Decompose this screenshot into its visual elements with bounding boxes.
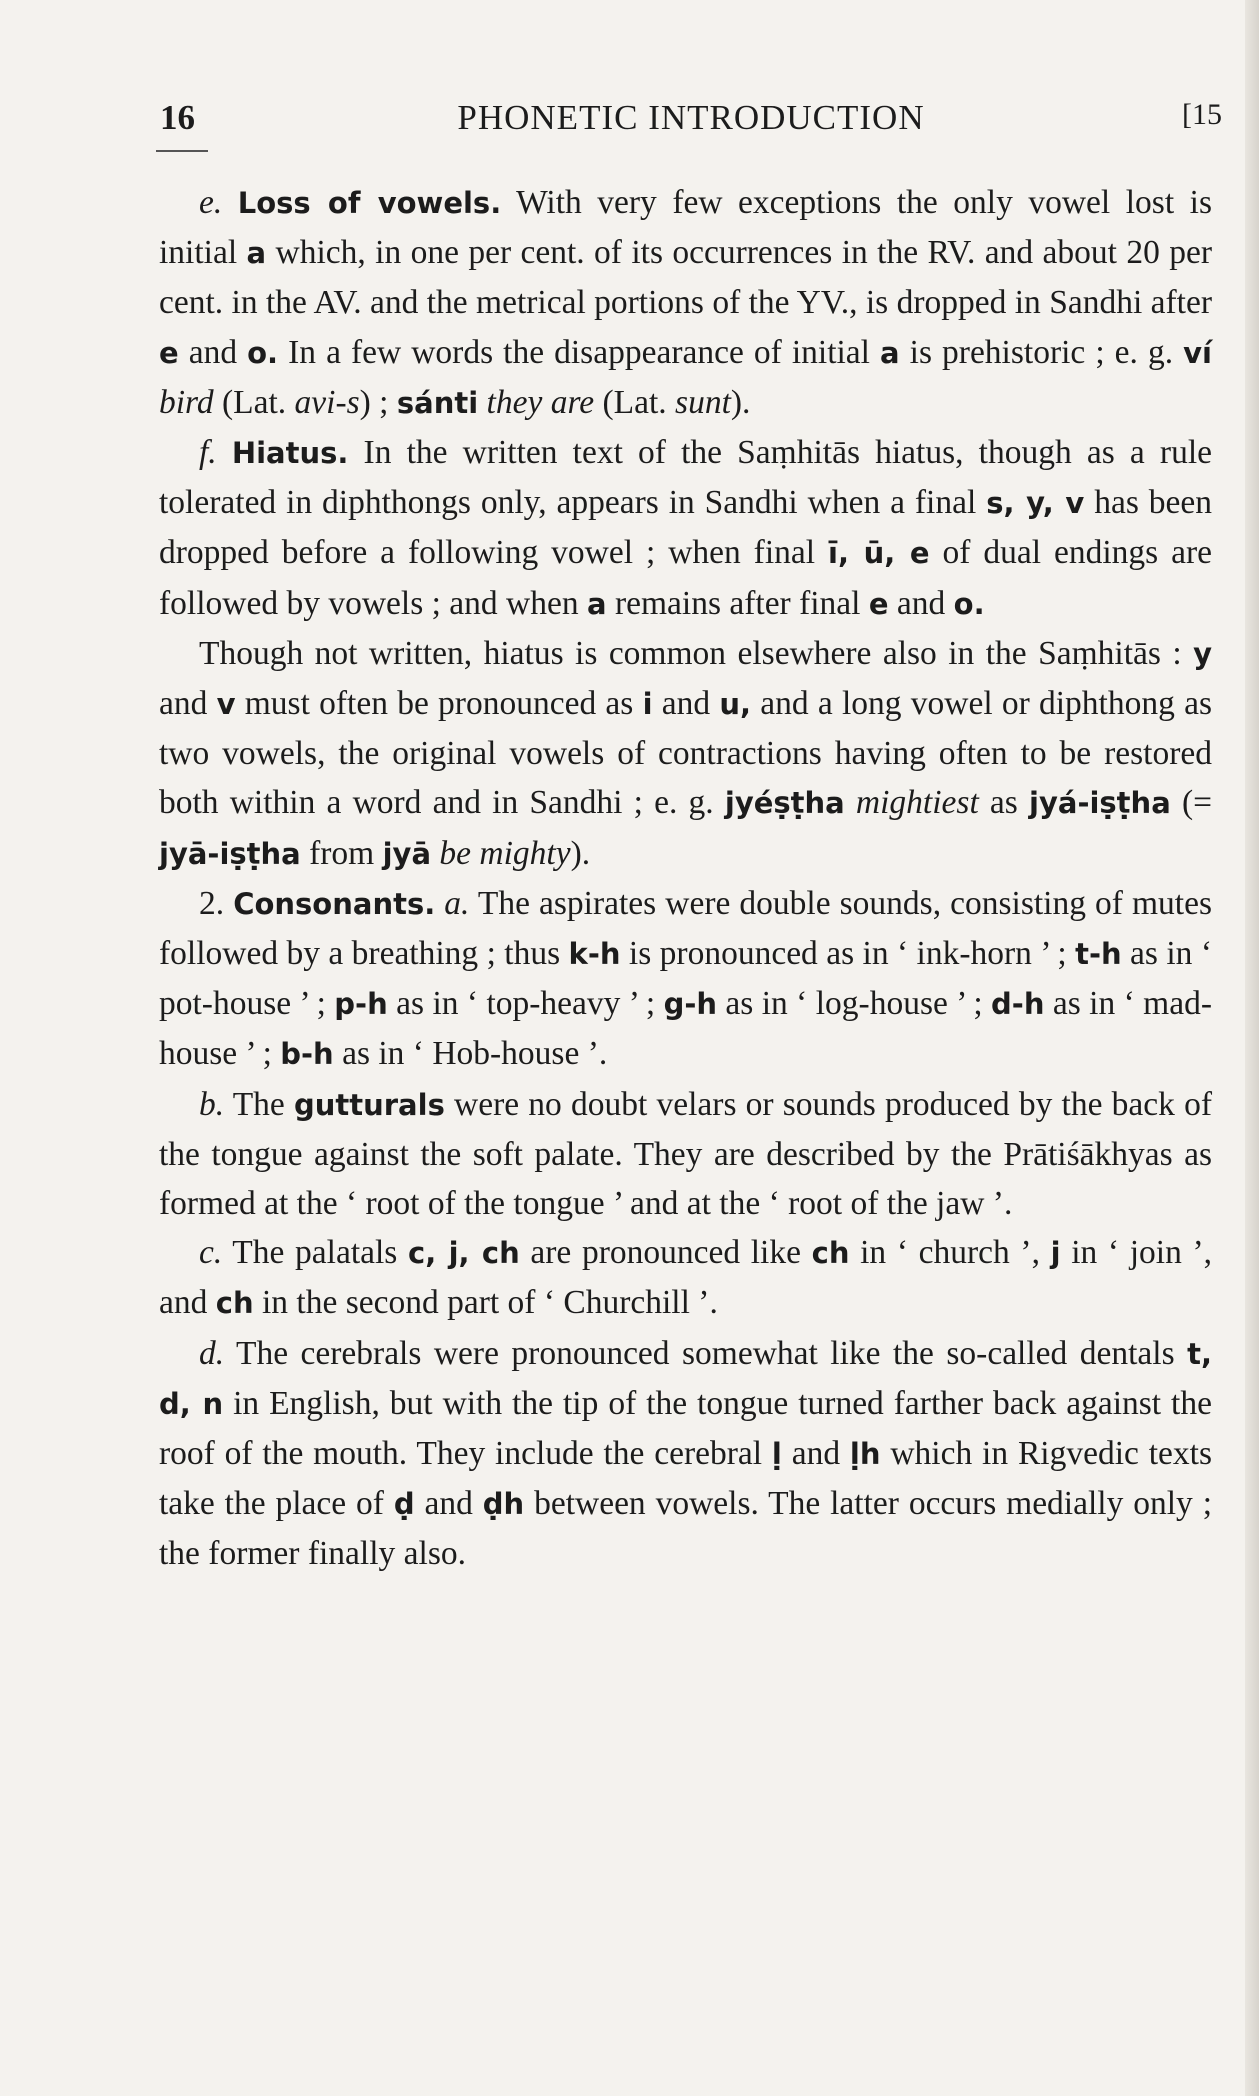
text-run: as in ‘ Hob-house ’. — [333, 1035, 608, 1073]
paragraph — [159, 629, 1212, 879]
paragraph — [159, 1228, 1212, 1328]
text-run: in ‘ church ’, — [849, 1234, 1051, 1272]
bold-term: o. — [247, 335, 279, 370]
bold-term: jyéṣṭha — [724, 786, 845, 821]
bold-term: e — [159, 335, 179, 370]
bold-term: j — [1050, 1236, 1061, 1271]
italic-gloss: f. — [199, 434, 217, 472]
text-run: (Lat. — [213, 383, 295, 421]
text-run: and — [652, 685, 720, 723]
section-reference: [15 — [1182, 98, 1222, 131]
text-run: 2. — [199, 884, 234, 922]
text-run: (Lat. — [594, 383, 676, 421]
page-edge — [1245, 0, 1259, 2096]
bold-term: e — [868, 586, 889, 621]
text-run: In a few words the disappearance of initial — [278, 333, 881, 371]
bold-term: t-h — [1075, 937, 1122, 972]
bold-term: ḷh — [849, 1437, 881, 1472]
bold-term: t, d, n — [159, 1336, 1212, 1421]
text-run — [845, 784, 856, 821]
page-number: 16 — [160, 98, 195, 137]
text-run: Though not written, hiatus is common elsewhere also in the Saṃhitās : — [199, 634, 1194, 672]
text-run: and — [178, 333, 248, 371]
bold-term: ḷ — [771, 1437, 782, 1472]
bold-term: gutturals — [293, 1087, 445, 1122]
bold-term: v — [216, 687, 236, 722]
text-run — [435, 885, 444, 922]
text-run: The aspirates were double sounds, consisting of mutes followed by a breathing ; thus — [159, 884, 1213, 973]
bold-term: p-h — [334, 987, 388, 1022]
bold-term: sánti — [396, 385, 479, 420]
text-run: The palatals — [222, 1234, 408, 1272]
bold-term: jyā — [382, 836, 432, 871]
bold-term: c, j, ch — [408, 1236, 520, 1271]
bold-term: jyá-iṣṭha — [1029, 786, 1171, 821]
bold-term: ch — [811, 1236, 850, 1271]
text-run: remains after final — [606, 584, 869, 622]
bold-term: ḍh — [482, 1487, 525, 1522]
italic-gloss: e. — [199, 184, 223, 221]
italic-gloss: b. — [199, 1085, 225, 1123]
text-run — [478, 384, 486, 421]
text-run: The cerebrals were pronounced somewhat like the so-called dentals — [224, 1334, 1188, 1372]
paragraph — [159, 1329, 1212, 1579]
running-header — [160, 98, 1222, 148]
bold-term: o. — [953, 586, 985, 621]
text-run: between vowels. The latter occurs medially only ; the former finally also. — [159, 1485, 1212, 1573]
text-run: ). — [570, 834, 591, 872]
italic-gloss: they are — [486, 383, 595, 421]
bold-term: d-h — [991, 987, 1045, 1022]
bold-term: g-h — [663, 987, 718, 1022]
text-run: The — [224, 1085, 294, 1123]
bold-term: ḍ — [393, 1487, 415, 1522]
italic-gloss: sunt — [675, 383, 731, 421]
bold-term: ví — [1183, 335, 1212, 370]
text-run: ). — [730, 383, 751, 421]
paragraph — [159, 1080, 1212, 1229]
paragraph — [159, 428, 1212, 629]
text-run: In the written text of the Saṃhitās hiatus, though as a rule tolerated in diphthongs only, appears in Sandhi when a final — [159, 434, 1212, 522]
text-run: and — [781, 1435, 850, 1473]
bold-term: ch — [215, 1286, 254, 1321]
italic-gloss: avi-s — [294, 383, 360, 421]
text-run — [222, 184, 238, 221]
text-run: as in ‘ mad-house ’ ; — [159, 985, 1213, 1073]
bold-term: a — [246, 236, 267, 271]
bold-term: a — [586, 586, 607, 621]
page-number-underline — [156, 150, 208, 152]
text-run: were no doubt velars or sounds produced by the back of the tongue against the soft palate. They are described by the Prātiśākhyas as formed at the ‘ root of the tongue ’ and at the ‘ root of the jaw ’. — [159, 1085, 1212, 1223]
text-run: must often be pronounced as — [235, 685, 643, 723]
italic-gloss: d. — [199, 1334, 225, 1372]
text-run: as in ‘ pot-house ’ ; — [159, 935, 1212, 1023]
bold-term: s, y, v — [986, 486, 1085, 521]
bold-term: ī, ū, e — [828, 536, 930, 571]
text-run: and — [159, 685, 217, 723]
bold-term: y — [1193, 636, 1212, 671]
italic-gloss: bird — [159, 383, 214, 421]
text-run: is prehistoric ; e. g. — [899, 333, 1184, 371]
bold-term: Consonants. — [233, 886, 436, 921]
bold-term: i — [642, 687, 653, 722]
running-title: PHONETIC INTRODUCTION — [457, 98, 925, 137]
text-run: from — [300, 834, 383, 872]
paragraph — [159, 178, 1212, 428]
text-run: (= — [1170, 784, 1212, 822]
text-run: has been dropped before a following vowel ; when final — [159, 484, 1212, 572]
text-run: ) ; — [359, 383, 397, 421]
bold-term: Loss of vowels. — [237, 186, 502, 220]
italic-gloss: c. — [199, 1234, 223, 1272]
text-run: and a long vowel or diphthong as two vowels, the original vowels of contractions having often to be restored both within a word and in Sandhi ; e. g. — [159, 685, 1212, 822]
text-run: and — [888, 584, 954, 622]
bold-term: Hiatus. — [231, 436, 349, 471]
text-run: is pronounced as in ‘ ink-horn ’ ; — [620, 935, 1076, 973]
text-run: are pronounced like — [519, 1234, 812, 1272]
text-run: as in ‘ log-house ’ ; — [717, 985, 992, 1023]
bold-term: k-h — [568, 937, 621, 972]
text-run: in the second part of ‘ Churchill ’. — [253, 1284, 718, 1322]
text-run: which, in one per cent. of its occurrences in the RV. and about 20 per cent. in the AV. and the metrical portions of the YV., is dropped in Sandhi after — [159, 234, 1212, 322]
text-run: in ‘ join ’, and — [159, 1234, 1213, 1322]
text-run: With very few exceptions the only vowel lost is initial — [159, 184, 1212, 272]
body-text — [159, 178, 1212, 1579]
bold-term: jyā-iṣṭha — [159, 836, 301, 871]
italic-gloss: mightiest — [855, 784, 979, 822]
text-run: as in ‘ top-heavy ’ ; — [387, 985, 664, 1023]
bold-term: a — [880, 335, 900, 370]
text-run — [217, 434, 232, 471]
text-run: and — [414, 1485, 483, 1523]
text-run: as — [978, 784, 1030, 822]
italic-gloss: a. — [444, 884, 470, 922]
text-run: which in Rigvedic texts take the place of — [159, 1435, 1212, 1523]
text-run: in English, but with the tip of the tongue turned farther back against the roof of the mouth. They include the cerebral — [159, 1384, 1212, 1473]
bold-term: b-h — [280, 1037, 334, 1072]
paragraph — [159, 879, 1212, 1080]
italic-gloss: be mighty — [439, 834, 571, 872]
text-run: of dual endings are followed by vowels ; and when — [159, 534, 1213, 622]
bold-term: u, — [719, 687, 752, 722]
